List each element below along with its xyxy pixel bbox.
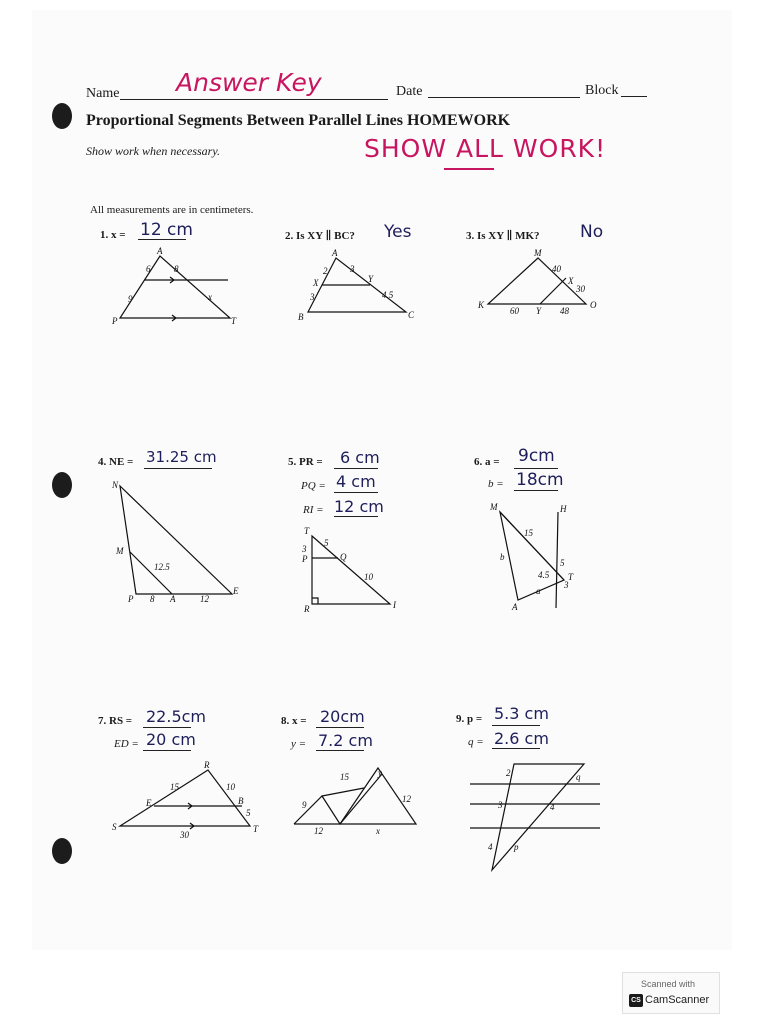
problem-8-x-answer: 20cm <box>320 707 365 726</box>
problem-2-label: 2. Is XY ∥ BC? <box>285 230 355 242</box>
note-underline <box>444 168 494 170</box>
segment-60-label: 60 <box>510 306 519 316</box>
problem-8-y-answer: 7.2 cm <box>318 731 373 750</box>
problem-6-figure <box>484 500 594 616</box>
point-y-label: Y <box>368 274 374 284</box>
triangle-mat <box>500 512 564 600</box>
segment-q-label: q <box>576 772 581 782</box>
problem-5-pq-answer: 4 cm <box>336 472 376 491</box>
segment-30-label: 30 <box>576 284 585 294</box>
problem-4-answer: 31.25 cm <box>146 448 217 466</box>
problem-4-answer-line <box>144 467 212 469</box>
vertex-a-label: A <box>512 602 518 612</box>
problem-6-b-answer: 18cm <box>516 470 564 490</box>
point-y-label: Y <box>536 306 542 316</box>
segment-12b-label: 12 <box>402 794 411 804</box>
vertex-r-label: R <box>204 760 210 770</box>
segment-mt <box>500 512 564 580</box>
camscanner-brand: CamScanner <box>645 994 710 1006</box>
segment-ma <box>130 552 172 594</box>
segment-x-label: x <box>376 826 380 836</box>
date-label: Date <box>396 84 423 99</box>
problem-5-pr-line <box>334 467 378 469</box>
segment-xy <box>540 278 566 304</box>
show-all-work-note: SHOW ALL WORK! <box>364 134 607 163</box>
point-h-label: H <box>560 504 567 514</box>
segment-8-label: 8 <box>150 594 155 604</box>
segment-10-label: 10 <box>364 572 373 582</box>
segment-48-label: 48 <box>560 306 569 316</box>
triangle-rst <box>120 770 250 826</box>
point-m-label: M <box>116 546 124 556</box>
worksheet-title: Proportional Segments Between Parallel Lines HOMEWORK <box>86 112 511 129</box>
segment-5-label: 5 <box>246 808 251 818</box>
problem-3-label: 3. Is XY ∥ MK? <box>466 230 540 242</box>
block-line <box>621 96 647 97</box>
segment-15-label: 15 <box>340 772 349 782</box>
transversal-line <box>556 512 558 608</box>
vertex-a-label: A <box>157 246 163 256</box>
segment-30-label: 30 <box>180 830 189 840</box>
vertex-n-label: N <box>112 480 119 490</box>
vertex-o-label: O <box>590 300 597 310</box>
binder-hole-top <box>52 103 72 129</box>
binder-hole-middle <box>52 472 72 498</box>
name-line <box>120 99 388 100</box>
problem-7-rs-label: 7. RS = <box>98 715 133 727</box>
problem-9-q-answer: 2.6 cm <box>494 729 549 748</box>
problem-4-label: 4. NE = <box>98 456 134 468</box>
problem-6-a-answer: 9cm <box>518 446 555 466</box>
name-value: Answer Key <box>176 68 322 97</box>
segment-12-label: 12 <box>200 594 209 604</box>
segment-2-label: 2 <box>323 266 328 276</box>
vertex-m-label: M <box>534 248 542 258</box>
segment-3b-label: 3 <box>310 292 315 302</box>
problem-9-p-answer: 5.3 cm <box>494 704 549 723</box>
segment-4b-label: 4 <box>550 802 555 812</box>
problem-3-answer: No <box>580 222 604 242</box>
problem-2-answer: Yes <box>384 222 412 242</box>
point-e-label: E <box>146 798 152 808</box>
segment-p-label: p <box>514 842 519 852</box>
segment-6-label: 6 <box>146 264 151 274</box>
segment-2-label: 2 <box>506 768 511 778</box>
problem-9-q-label: q = <box>468 736 484 748</box>
vertex-t-label: T <box>568 572 574 582</box>
problem-1-label: 1. x = <box>100 229 126 241</box>
problem-7-ed-answer: 20 cm <box>146 730 196 749</box>
vertex-t-label: T <box>253 824 259 834</box>
segment-4a-label: 4 <box>488 842 493 852</box>
problem-8-figure <box>288 760 428 840</box>
segment-10-label: 10 <box>226 782 235 792</box>
problem-3-figure <box>474 248 604 320</box>
camscanner-stamp <box>622 972 720 1014</box>
segment-5-label: 5 <box>560 558 565 568</box>
segment-40-label: 40 <box>552 264 561 274</box>
segment-5-label: 5 <box>324 538 329 548</box>
camscanner-logo-icon: CS <box>629 994 643 1007</box>
triangle-npe <box>120 486 232 594</box>
segment-3-label: 3 <box>564 580 569 590</box>
vertex-t-label: T <box>231 316 237 326</box>
segment-15-label: 15 <box>170 782 179 792</box>
problem-8-x-label: 8. x = <box>281 715 307 727</box>
segment-3a-label: 3 <box>350 264 355 274</box>
segment-15-label: 15 <box>524 528 533 538</box>
segment-12-5-label: 12.5 <box>154 562 170 572</box>
binder-hole-bottom <box>52 838 72 864</box>
problem-5-ri-answer: 12 cm <box>334 497 384 516</box>
problem-7-rs-answer: 22.5cm <box>146 707 207 726</box>
problem-5-pq-line <box>334 491 378 493</box>
date-line <box>428 97 580 98</box>
vertex-t-label: T <box>304 526 310 536</box>
right-angle-mark <box>312 598 318 604</box>
point-a-label: A <box>170 594 176 604</box>
point-q-label: Q <box>340 552 347 562</box>
problem-6-b-label: b = <box>488 478 504 490</box>
instructions: Show work when necessary. <box>86 144 220 158</box>
problem-6-a-label: 6. a = <box>474 456 500 468</box>
problem-2-figure <box>296 248 426 326</box>
problem-7-ed-line <box>143 749 191 751</box>
triangle <box>492 764 584 870</box>
problem-8-y-label: y = <box>291 738 307 750</box>
problem-1-answer: 12 cm <box>140 220 193 240</box>
problem-7-ed-label: ED = <box>114 738 139 750</box>
segment-8-label: 8 <box>174 264 179 274</box>
point-b-label: B <box>238 796 244 806</box>
segment-b-label: b <box>500 552 505 562</box>
problem-7-figure <box>110 760 270 840</box>
block-label: Block <box>585 83 619 98</box>
units-note: All measurements are in centimeters. <box>90 204 254 216</box>
problem-5-ri-label: RI = <box>303 504 324 516</box>
parallel-line-1 <box>322 788 364 796</box>
problem-9-p-label: 9. p = <box>456 713 483 725</box>
zigzag-figure <box>294 768 416 824</box>
problem-9-figure <box>466 756 606 876</box>
problem-7-rs-line <box>143 726 191 728</box>
problem-6-a-line <box>514 467 558 469</box>
problem-5-figure <box>298 526 408 614</box>
segment-4-5-label: 4.5 <box>538 570 550 580</box>
segment-3-label: 3 <box>498 800 503 810</box>
vertex-p-label: P <box>112 316 118 326</box>
segment-4-5-label: 4.5 <box>382 290 394 300</box>
point-x-label: X <box>568 276 574 286</box>
vertex-c-label: C <box>408 310 415 320</box>
vertex-s-label: S <box>112 822 117 832</box>
scanned-with-text: Scanned with <box>641 979 696 989</box>
problem-5-pr-answer: 6 cm <box>340 448 380 467</box>
segment-3-label: 3 <box>302 544 307 554</box>
vertex-r-label: R <box>304 604 310 614</box>
vertex-i-label: I <box>393 600 396 610</box>
vertex-e-label: E <box>233 586 239 596</box>
segment-x-label: x <box>208 292 212 302</box>
problem-9-p-line <box>492 724 540 726</box>
problem-5-pq-label: PQ = <box>301 480 326 492</box>
segment-a-label: a <box>536 586 541 596</box>
point-p-label: P <box>302 554 308 564</box>
vertex-p-label: P <box>128 594 134 604</box>
problem-8-x-line <box>316 726 364 728</box>
problem-4-figure <box>108 476 248 604</box>
vertex-b-label: B <box>298 312 304 322</box>
vertex-m-label: M <box>490 502 498 512</box>
vertex-a-label: A <box>332 248 338 258</box>
segment-9-label: 9 <box>302 800 307 810</box>
point-x-label: X <box>313 278 319 288</box>
name-label: Name <box>86 86 120 101</box>
problem-1-figure <box>110 248 250 328</box>
segment-y-label: y <box>378 768 382 778</box>
segment-12a-label: 12 <box>314 826 323 836</box>
segment-9-label: 9 <box>128 294 133 304</box>
vertex-k-label: K <box>478 300 485 310</box>
problem-5-pr-label: 5. PR = <box>288 456 323 468</box>
